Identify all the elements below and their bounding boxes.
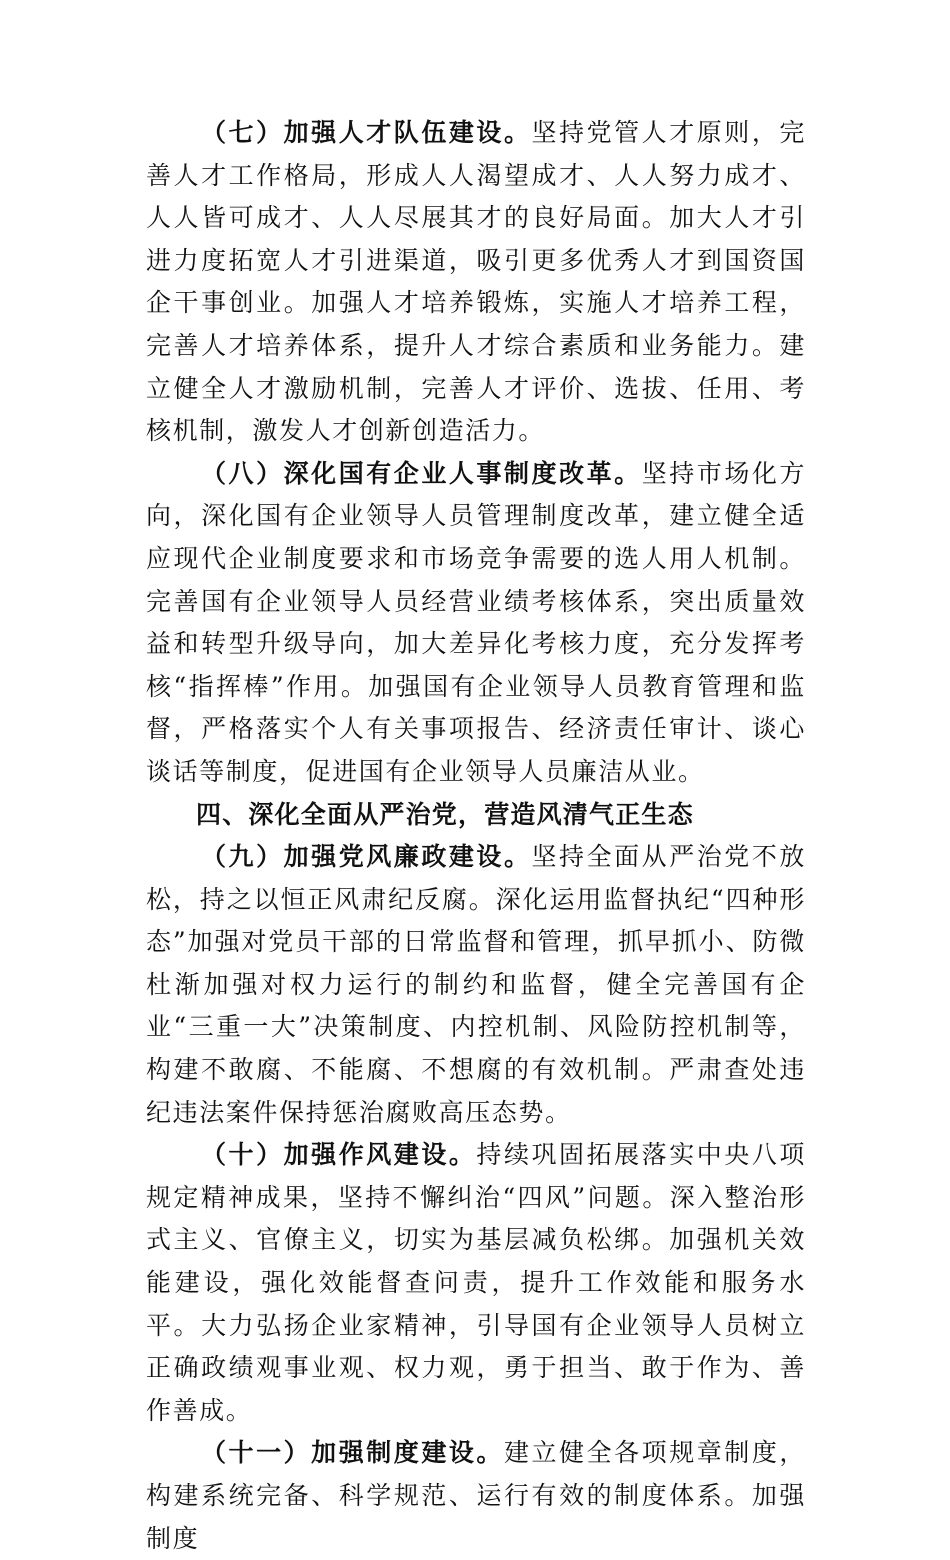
paragraph-8-text: 坚持市场化方向，深化国有企业领导人员管理制度改革，建立健全适应现代企业制度要求和市场竞争需要的选人用人机制。完善国有企业领导人员经营业绩考核体系，突出质量效益和转型升级导向，加大差异化考核力度，充分发挥考核“指挥棒”作用。加强国有企业领导人员教育管理和监督，严格落实个人有关事项报告、经济责任审计、谈心谈话等制度，促进国有企业领导人员廉洁从业。 (146, 458, 806, 786)
paragraph-7 (146, 112, 806, 453)
paragraph-11-lead: （十一）加强制度建设。 (201, 1438, 504, 1468)
paragraph-10-text: 持续巩固拓展落实中央八项规定精神成果，坚持不懈纠治“四风”问题。深入整治形式主义、官僚主义，切实为基层减负松绑。加强机关效能建设，强化效能督查问责，提升工作效能和服务水平。大力弘扬企业家精神，引导国有企业领导人员树立正确政绩观事业观、权力观，勇于担当、敢于作为、善作善成。 (146, 1140, 806, 1425)
document-body (146, 112, 806, 1560)
paragraph-11 (146, 1432, 806, 1560)
paragraph-10-lead: （十）加强作风建设。 (201, 1140, 477, 1170)
paragraph-7-text: 坚持党管人才原则，完善人才工作格局，形成人人渴望成才、人人努力成才、人人皆可成才、人人尽展其才的良好局面。加大人才引进力度拓宽人才引进渠道，吸引更多优秀人才到国资国企干事创业。加强人才培养锻炼，实施人才培养工程，完善人才培养体系，提升人才综合素质和业务能力。建立健全人才激励机制，完善人才评价、选拔、任用、考核机制，激发人才创新创造活力。 (146, 118, 806, 446)
section-heading: 四、深化全面从严治党，营造风清气正生态 (196, 799, 694, 829)
paragraph-11-text: 建立健全各项规章制度，构建系统完备、科学规范、运行有效的制度体系。加强制度 (146, 1438, 806, 1553)
paragraph-8 (146, 453, 806, 794)
paragraph-9-text: 坚持全面从严治党不放松，持之以恒正风肃纪反腐。深化运用监督执纪“四种形态”加强对党员干部的日常监督和管理，抓早抓小、防微杜渐加强对权力运行的制约和监督，健全完善国有企业“三重一大”决策制度、内控机制、风险防控机制等，构建不敢腐、不能腐、不想腐的有效机制。严肃查处违纪违法案件保持惩治腐败高压态势。 (146, 842, 806, 1127)
paragraph-8-lead: （八）深化国有企业人事制度改革。 (201, 458, 642, 488)
paragraph-9 (146, 836, 806, 1134)
paragraph-9-lead: （九）加强党风廉政建设。 (201, 842, 532, 872)
paragraph-7-lead: （七）加强人才队伍建设。 (201, 118, 532, 147)
paragraph-10 (146, 1134, 806, 1432)
